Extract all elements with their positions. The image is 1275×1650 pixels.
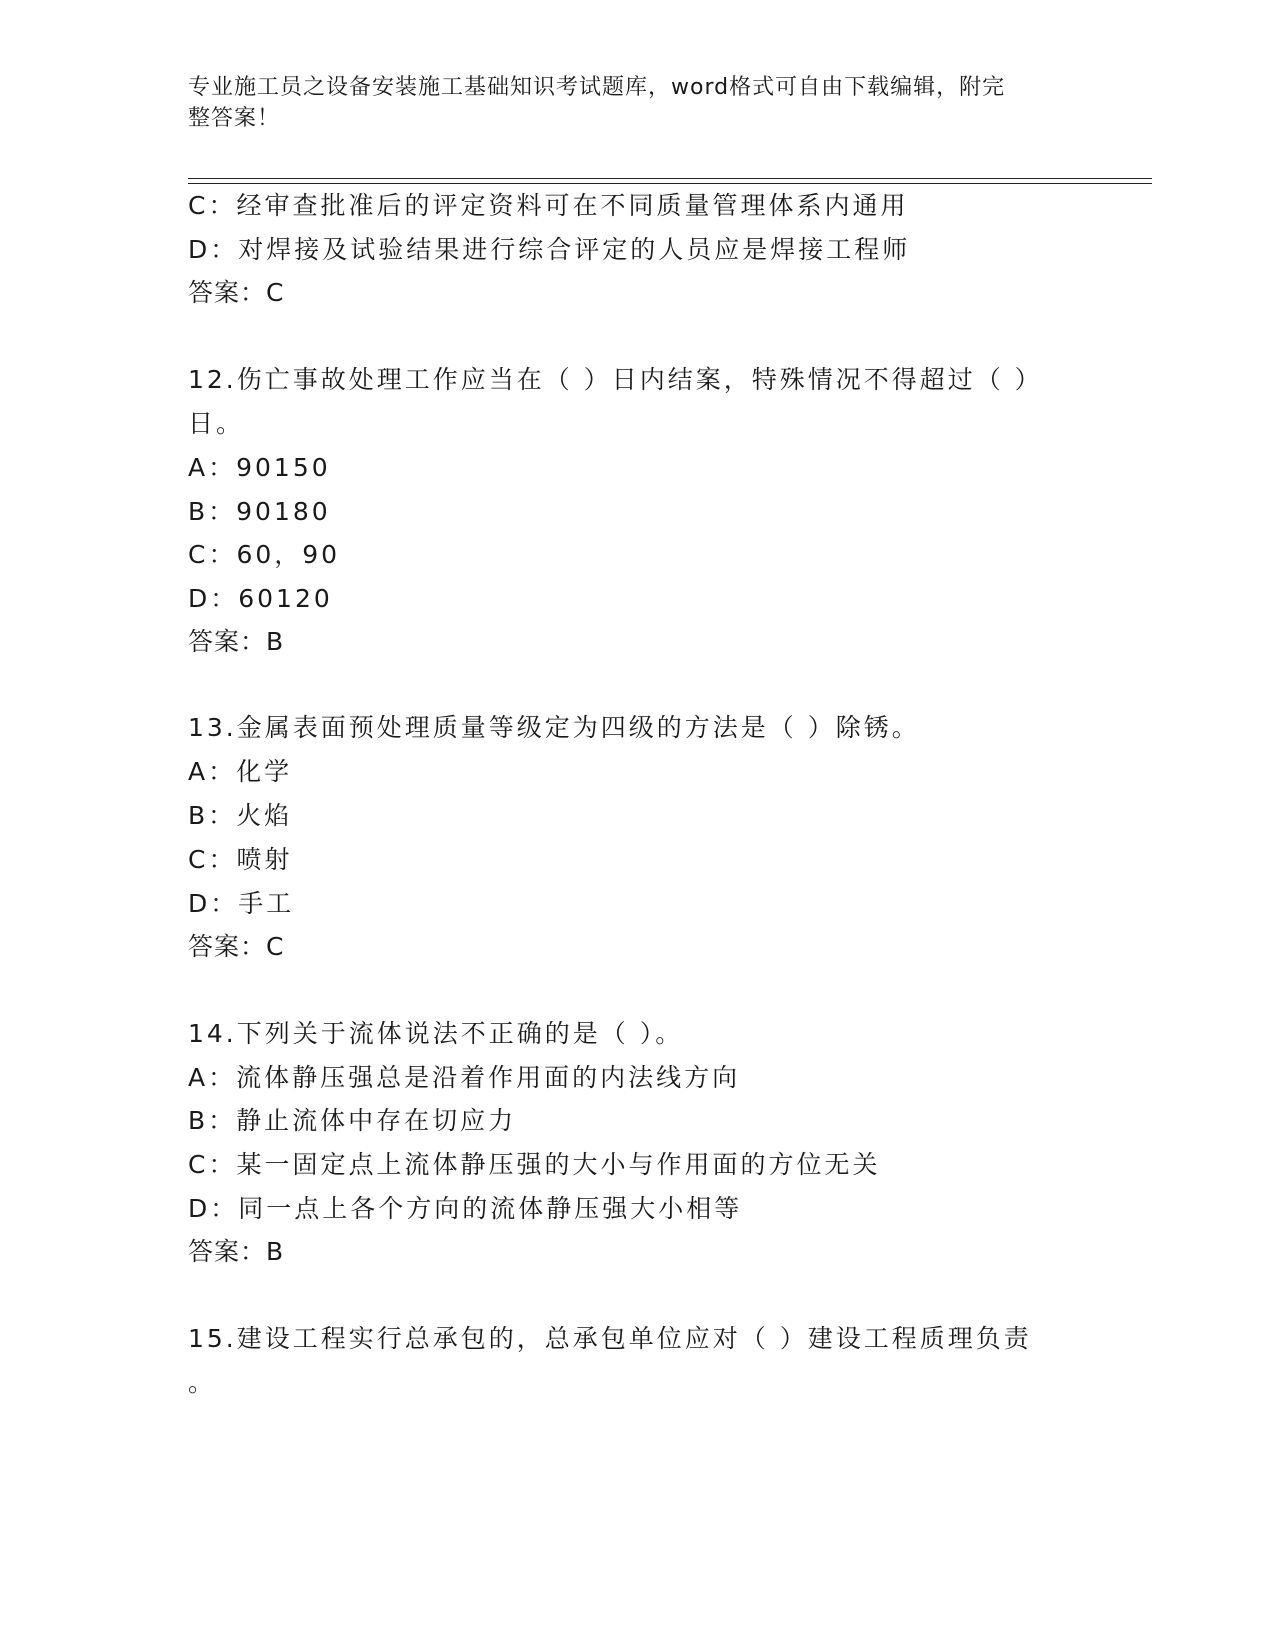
q14-option-d: D：同一点上各个方向的流体静压强大小相等 xyxy=(188,1194,743,1223)
header-divider-top xyxy=(188,178,1152,179)
q12-answer: 答案：B xyxy=(188,627,285,656)
q14-option-c: C：某一固定点上流体静压强的大小与作用面的方位无关 xyxy=(188,1150,881,1179)
document-header xyxy=(188,72,1068,134)
q14-option-a: A：流体静压强总是沿着作用面的内法线方向 xyxy=(188,1063,741,1092)
q12-stem-cont: 日。 xyxy=(188,409,245,438)
q12-stem: 12.伤亡事故处理工作应当在（ ）日内结案，特殊情况不得超过（ ） xyxy=(188,365,1043,394)
q13-option-b: B：火焰 xyxy=(188,801,293,830)
q12-option-d: D：60120 xyxy=(188,584,333,613)
q13-option-a: A：化学 xyxy=(188,757,293,786)
q13-answer: 答案：C xyxy=(188,932,285,961)
q13-option-d: D：手工 xyxy=(188,889,295,918)
header-line-2: 整答案！ xyxy=(188,106,281,131)
q14-answer: 答案：B xyxy=(188,1237,285,1266)
q15-stem: 15.建设工程实行总承包的，总承包单位应对（ ）建设工程质理负责 xyxy=(188,1324,1032,1353)
q12-option-b: B：90180 xyxy=(188,497,331,526)
q14-stem: 14.下列关于流体说法不正确的是（ ）。 xyxy=(188,1019,684,1048)
q15-stem-cont: 。 xyxy=(188,1368,217,1397)
q13-stem: 13.金属表面预处理质量等级定为四级的方法是（ ）除锈。 xyxy=(188,713,920,742)
header-divider-bottom xyxy=(188,183,1152,184)
q12-option-a: A：90150 xyxy=(188,453,331,482)
q13-option-c: C：喷射 xyxy=(188,845,293,874)
q11-answer: 答案：C xyxy=(188,278,285,307)
q12-option-c: C：60，90 xyxy=(188,540,341,569)
q11-option-c: C：经审查批准后的评定资料可在不同质量管理体系内通用 xyxy=(188,191,909,220)
q14-option-b: B：静止流体中存在切应力 xyxy=(188,1106,517,1135)
header-line-1: 专业施工员之设备安装施工基础知识考试题库，word格式可自由下载编辑，附完 xyxy=(188,75,1006,100)
q11-option-d: D：对焊接及试验结果进行综合评定的人员应是焊接工程师 xyxy=(188,235,911,264)
